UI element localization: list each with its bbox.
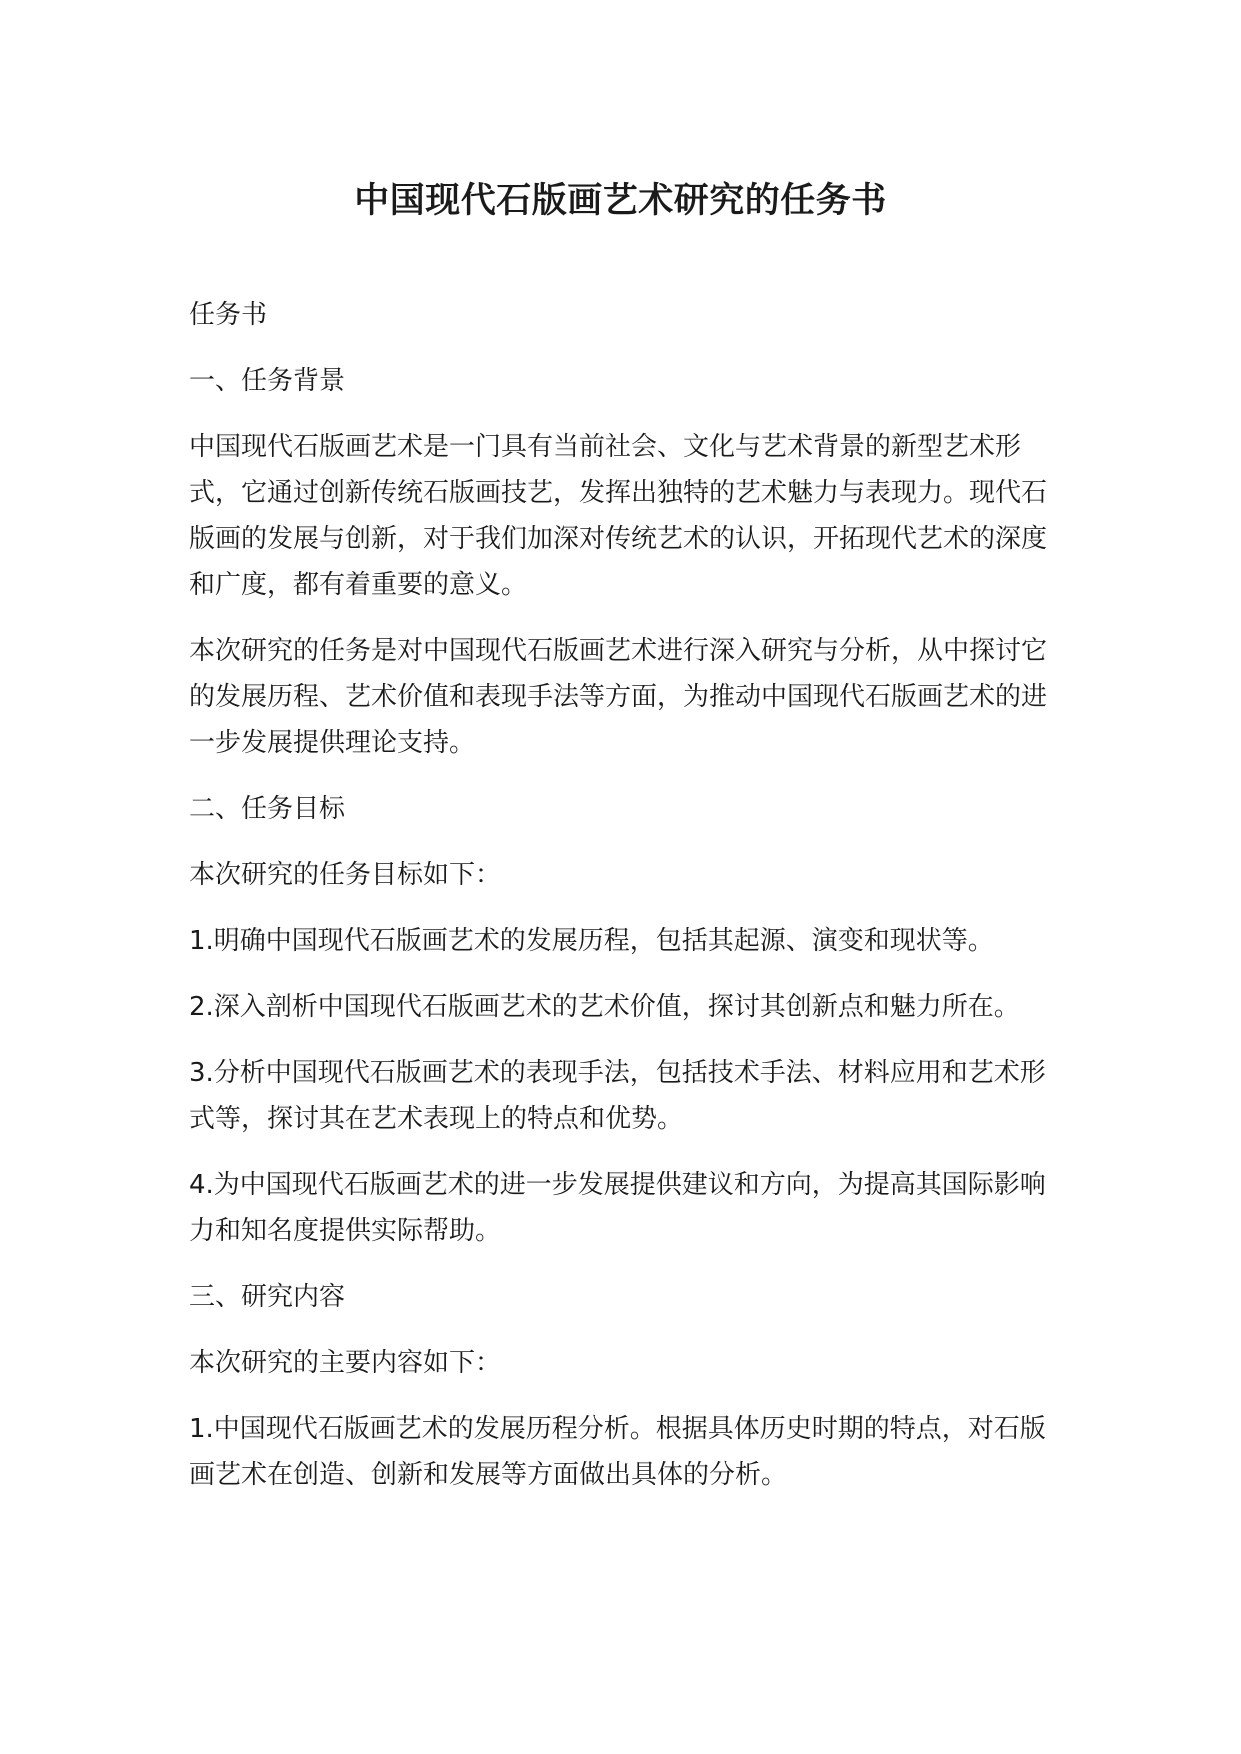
section-heading-background: 一、任务背景 [189, 366, 346, 396]
goal-item-3: 3.分析中国现代石版画艺术的表现手法，包括技术手法、材料应用和艺术形式等，探讨其在艺术表现上的特点和优势。 [189, 1058, 1046, 1134]
document-title: 中国现代石版画艺术研究的任务书 [354, 181, 887, 221]
goal-item-4: 4.为中国现代石版画艺术的进一步发展提供建议和方向，为提高其国际影响力和知名度提供实际帮助。 [189, 1170, 1046, 1246]
section-heading-goals: 二、任务目标 [189, 794, 346, 824]
section-heading-content: 三、研究内容 [189, 1282, 346, 1312]
goal-item-2: 2.深入剖析中国现代石版画艺术的艺术价值，探讨其创新点和魅力所在。 [189, 992, 1020, 1022]
content-item-1: 1.中国现代石版画艺术的发展历程分析。根据具体历史时期的特点，对石版画艺术在创造、创新和发展等方面做出具体的分析。 [189, 1414, 1046, 1490]
paragraph-background-1: 中国现代石版画艺术是一门具有当前社会、文化与艺术背景的新型艺术形式，它通过创新传统石版画技艺，发挥出独特的艺术魅力与表现力。现代石版画的发展与创新，对于我们加深对传统艺术的认识，开拓现代艺术的深度和广度，都有着重要的意义。 [189, 432, 1048, 600]
paragraph-background-2: 本次研究的任务是对中国现代石版画艺术进行深入研究与分析，从中探讨它的发展历程、艺术价值和表现手法等方面，为推动中国现代石版画艺术的进一步发展提供理论支持。 [189, 636, 1048, 758]
paragraph-content-intro: 本次研究的主要内容如下： [189, 1348, 502, 1378]
paragraph-heading-task-book: 任务书 [189, 300, 268, 330]
goal-item-1: 1.明确中国现代石版画艺术的发展历程，包括其起源、演变和现状等。 [189, 926, 994, 956]
paragraph-goals-intro: 本次研究的任务目标如下： [189, 860, 502, 890]
document-body [189, 292, 1059, 1518]
